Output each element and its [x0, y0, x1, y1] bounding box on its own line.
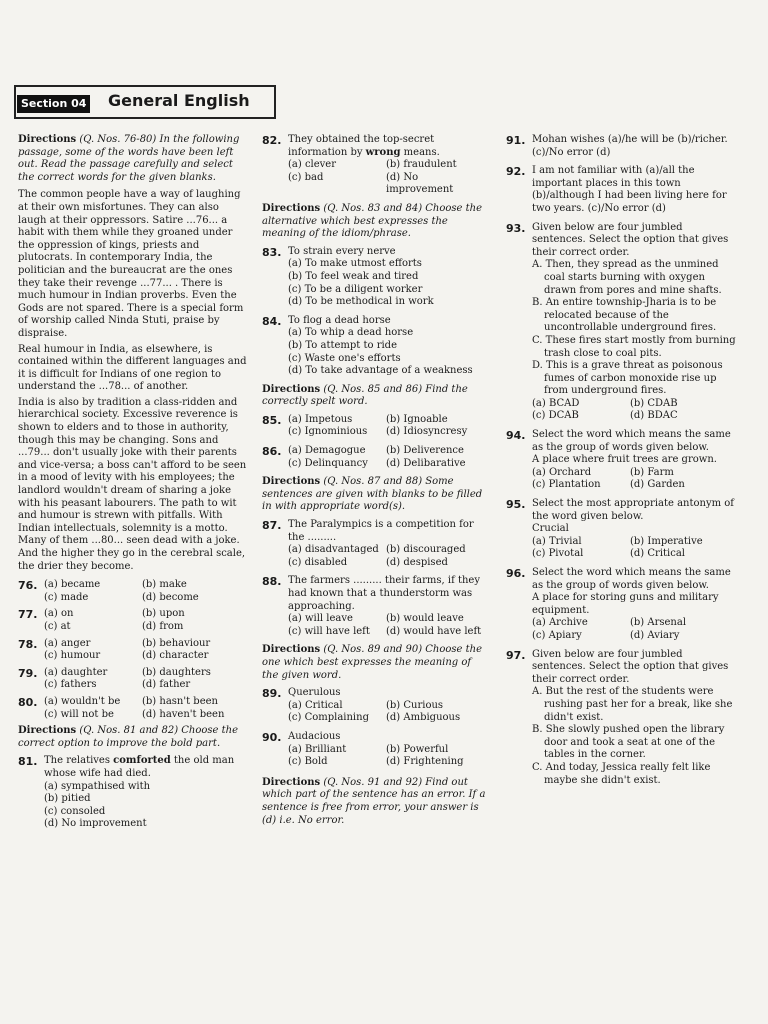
question-94	[506, 429, 738, 492]
option-b: (b) daughters	[142, 666, 211, 678]
option-b: (b) fraudulent	[386, 159, 457, 171]
question-87	[262, 519, 488, 569]
question-number: 97.	[506, 648, 526, 662]
option-c: (c) bad	[288, 171, 324, 183]
option-a: (a) BCAD	[532, 397, 580, 409]
question-stem: I am not familiar with (a)/all the important places in this town (b)/although I had been living here for two years. (c)/No error (d)	[532, 165, 727, 214]
question-77	[18, 608, 250, 633]
question-78	[18, 638, 250, 663]
option-a: (a) Critical	[288, 699, 343, 711]
directions-76-80: Directions (Q. Nos. 76-80) In the following passage, some of the words have been left out. Read the passage carefully and select the correct words for the given blanks.	[18, 134, 240, 183]
question-88	[262, 575, 488, 638]
option-c: (c) To be a diligent worker	[288, 283, 423, 295]
question-76	[18, 579, 250, 604]
sentence-d: D. This is a grave threat as poisonous fumes of carbon monoxide rise up from underground fires.	[532, 360, 723, 397]
question-stem: Given below are four jumbled sentences. Select the option that gives their correct order.	[532, 221, 729, 258]
question-prompt: A place where fruit trees are grown.	[532, 454, 717, 466]
option-c: (c) humour	[44, 650, 101, 662]
question-number: 90.	[262, 730, 282, 744]
sentence-a: A. But the rest of the students were rushing past her for a break, like she didn't exist.	[532, 686, 733, 723]
option-c: (c) fathers	[44, 679, 97, 691]
sentence-a: A. Then, they spread as the unmined coal starts burning with oxygen drawn from pores and mine shafts.	[532, 259, 722, 296]
option-b: (b) pitied	[44, 793, 91, 805]
section-tab: Section 04	[17, 95, 90, 113]
question-stem: Given below are four jumbled sentences. Select the option that gives their correct order.	[532, 648, 729, 685]
option-c: (c) Plantation	[532, 479, 601, 491]
option-a: (a) on	[44, 608, 74, 620]
sentence-c: C. And today, Jessica really felt like maybe she didn't exist.	[532, 761, 711, 786]
column-2	[262, 134, 488, 832]
question-89	[262, 687, 488, 725]
option-b: (b) make	[142, 579, 187, 591]
question-number: 80.	[18, 695, 38, 709]
option-d: (d) father	[142, 679, 191, 691]
option-a: (a) To whip a dead horse	[288, 327, 414, 339]
directions-87-88: Directions (Q. Nos. 87 and 88) Some sentences are given with blanks to be filled in with appropriate word(s).	[262, 476, 483, 513]
question-number: 86.	[262, 445, 282, 459]
option-d: (d) Garden	[630, 479, 685, 491]
question-number: 92.	[506, 165, 526, 179]
column-1	[18, 134, 250, 835]
question-number: 89.	[262, 687, 282, 701]
question-stem: The relatives comforted the old man whose wife had died.	[44, 755, 235, 779]
question-number: 81.	[18, 755, 38, 769]
option-b: (b) CDAB	[630, 397, 678, 409]
option-a: (a) Orchard	[532, 466, 592, 478]
sentence-b: B. An entire township-Jharia is to be relocated because of the uncontrollable underground fires.	[532, 297, 717, 334]
option-b: (b) would leave	[386, 613, 464, 625]
option-d: (d) No improvement	[44, 818, 147, 830]
passage-paragraph-2: Real humour in India, as elsewhere, is contained within the different languages and it is difficult for Indians of one region to understand the ...78... of another.	[18, 343, 247, 393]
question-number: 87.	[262, 519, 282, 533]
question-stem: Select the word which means the same as the group of words given below.	[532, 567, 731, 591]
option-b: (b) Curious	[386, 699, 444, 711]
option-c: (c) Delinquancy	[288, 457, 368, 469]
question-stem: The Paralympics is a competition for the .........	[288, 519, 474, 543]
option-c: (c) consoled	[44, 805, 106, 817]
option-b: (b) To attempt to ride	[288, 339, 397, 351]
option-c: (c) at	[44, 620, 71, 632]
question-number: 94.	[506, 429, 526, 443]
question-number: 96.	[506, 567, 526, 580]
option-b: (b) Imperative	[630, 535, 703, 547]
question-number: 79.	[18, 666, 38, 680]
question-number: 78.	[18, 637, 38, 651]
question-93	[506, 222, 738, 424]
option-d: (d) To be methodical in work	[288, 296, 434, 308]
question-number: 83.	[262, 245, 282, 259]
option-d: (d) become	[142, 591, 199, 603]
option-d: (d) haven't been	[142, 708, 225, 720]
question-86	[262, 445, 488, 470]
question-number: 95.	[506, 498, 526, 512]
question-stem: To flog a dead horse	[288, 314, 391, 326]
question-stem: Select the word which means the same as the group of words given below.	[532, 429, 731, 453]
option-b: (b) Ignoable	[386, 413, 448, 425]
option-d: (d) Idiosyncresy	[386, 426, 468, 438]
option-b: (b) To feel weak and tired	[288, 270, 419, 282]
question-number: 88.	[262, 575, 282, 589]
option-c: (c) made	[44, 591, 89, 603]
directions-85-86: Directions (Q. Nos. 85 and 86) Find the correctly spelt word.	[262, 383, 468, 408]
question-prompt: Crucial	[532, 523, 569, 535]
option-c: (c) Waste one's efforts	[288, 352, 401, 364]
option-a: (a) Trivial	[532, 535, 582, 547]
option-a: (a) Archive	[532, 617, 588, 629]
passage-paragraph-3: India is also by tradition a class-ridden and hierarchical society. Excessive reverence is shown to elders and to those in authority, though this may be changing. Sons and ...79... don't usually joke with their parents and vice-versa; a boss can't afford to be seen in a mood of levity with his employees; the landlord wouldn't dream of sharing a joke with his peasant labourers. The path to wit and humour is strewn with pitfalls. With Indian intellectuals, solemnity is a motto. Many of them ...80... seen dead with a joke. And the higher they go in the cerebral scale, the drier they become.	[18, 396, 247, 572]
option-c: (c) disabled	[288, 556, 348, 568]
option-a: (a) anger	[44, 637, 91, 649]
question-number: 93.	[506, 221, 526, 235]
question-number: 77.	[18, 608, 38, 622]
question-prompt: A place for storing guns and military equipment.	[532, 592, 719, 616]
section-header	[14, 85, 276, 121]
option-b: (b) behaviour	[142, 637, 211, 649]
question-number: 82.	[262, 134, 282, 147]
option-b: (b) Powerful	[386, 743, 449, 755]
directions-83-84: Directions (Q. Nos. 83 and 84) Choose the alternative which best expresses the meaning of the idiom/phrase.	[262, 202, 483, 240]
question-number: 91.	[506, 134, 526, 147]
option-a: (a) Impetous	[288, 413, 353, 425]
question-stem: They obtained the top-secret information by wrong means.	[288, 134, 440, 158]
option-d: (d) Ambiguous	[386, 712, 461, 724]
question-90	[262, 731, 488, 769]
question-84	[262, 315, 488, 378]
option-d: (d) Aviary	[630, 629, 680, 641]
question-82	[262, 134, 488, 197]
question-91	[506, 134, 738, 159]
question-85	[262, 414, 488, 439]
question-stem: The farmers ......... their farms, if they had known that a thunderstorm was approaching.	[288, 575, 480, 612]
option-b: (b) Deliverence	[386, 445, 464, 457]
question-stem: Mohan wishes (a)/he will be (b)/richer. (c)/No error (d)	[532, 134, 728, 158]
directions-91-92: Directions (Q. Nos. 91 and 92) Find out which part of the sentence has an error. If a sentence is free from error, your answer is (d) i.e. No error.	[262, 776, 486, 826]
option-a: (a) To make utmost efforts	[288, 258, 422, 270]
question-95	[506, 498, 738, 561]
question-92	[506, 165, 738, 215]
sentence-b: B. She slowly pushed open the library door and took a seat at one of the tables in the corner.	[532, 724, 725, 761]
option-b: (b) Arsenal	[630, 617, 687, 629]
option-c: (c) will have left	[288, 625, 370, 637]
option-d: (d) character	[142, 650, 209, 662]
option-d: (d) from	[142, 620, 184, 632]
column-3	[506, 134, 738, 791]
question-number: 76.	[18, 579, 38, 593]
option-d: (d) Delibarative	[386, 457, 466, 469]
question-81	[18, 755, 250, 831]
option-c: (c) Pivotal	[532, 548, 584, 560]
option-b: (b) hasn't been	[142, 695, 218, 707]
question-stem: Select the most appropriate antonym of the word given below.	[532, 498, 735, 522]
section-title: General English	[108, 91, 250, 110]
option-c: (c) DCAB	[532, 410, 579, 422]
option-d: (d) Critical	[630, 548, 685, 560]
option-c: (c) Complaining	[288, 712, 369, 724]
option-a: (a) became	[44, 579, 101, 591]
option-d: (d) No improvement	[386, 171, 454, 196]
question-97	[506, 649, 738, 788]
option-c: (c) will not be	[44, 708, 114, 720]
option-a: (a) disadvantaged	[288, 544, 379, 556]
option-a: (a) daughter	[44, 666, 108, 678]
question-stem: Querulous	[288, 687, 341, 699]
question-83	[262, 246, 488, 309]
option-d: (d) BDAC	[630, 410, 678, 422]
question-80	[18, 696, 250, 721]
option-d: (d) To take advantage of a weakness	[288, 365, 473, 377]
option-a: (a) will leave	[288, 613, 353, 625]
question-79	[18, 667, 250, 692]
option-b: (b) discouraged	[386, 544, 466, 556]
option-d: (d) despised	[386, 556, 448, 568]
option-c: (c) Bold	[288, 756, 328, 768]
option-a: (a) wouldn't be	[44, 695, 121, 707]
question-stem: Audacious	[288, 730, 341, 742]
option-b: (b) upon	[142, 608, 185, 620]
option-a: (a) Demagogue	[288, 445, 366, 457]
option-b: (b) Farm	[630, 466, 674, 478]
question-96	[506, 567, 738, 643]
directions-89-90: Directions (Q. Nos. 89 and 90) Choose the one which best expresses the meaning of the given word.	[262, 644, 483, 681]
option-d: (d) Frightening	[386, 756, 464, 768]
sentence-c: C. These fires start mostly from burning trash close to coal pits.	[532, 334, 736, 359]
passage-paragraph-1: The common people have a way of laughing at their own misfortunes. They can also laugh at their oppressors. Satire ...76... a habit with them while they groaned under the oppression of kings, priests and plutocrats. In contemporary India, the politician and the bureaucrat are the ones they take their revenge ...77... . There is much humour in Indian proverbs. Even the Gods are not spared. There is a special form of worship called Ninda Stuti, praise by dispraise.	[18, 189, 244, 339]
option-c: (c) Ignominious	[288, 426, 368, 438]
directions-81-82: Directions (Q. Nos. 81 and 82) Choose the correct option to improve the bold part.	[18, 725, 239, 749]
option-a: (a) clever	[288, 159, 337, 171]
option-a: (a) sympathised with	[44, 780, 151, 792]
question-number: 84.	[262, 314, 282, 328]
question-number: 85.	[262, 413, 282, 427]
option-c: (c) Apiary	[532, 629, 582, 641]
question-stem: To strain every nerve	[288, 245, 396, 257]
option-d: (d) would have left	[386, 625, 482, 637]
option-a: (a) Brilliant	[288, 743, 347, 755]
